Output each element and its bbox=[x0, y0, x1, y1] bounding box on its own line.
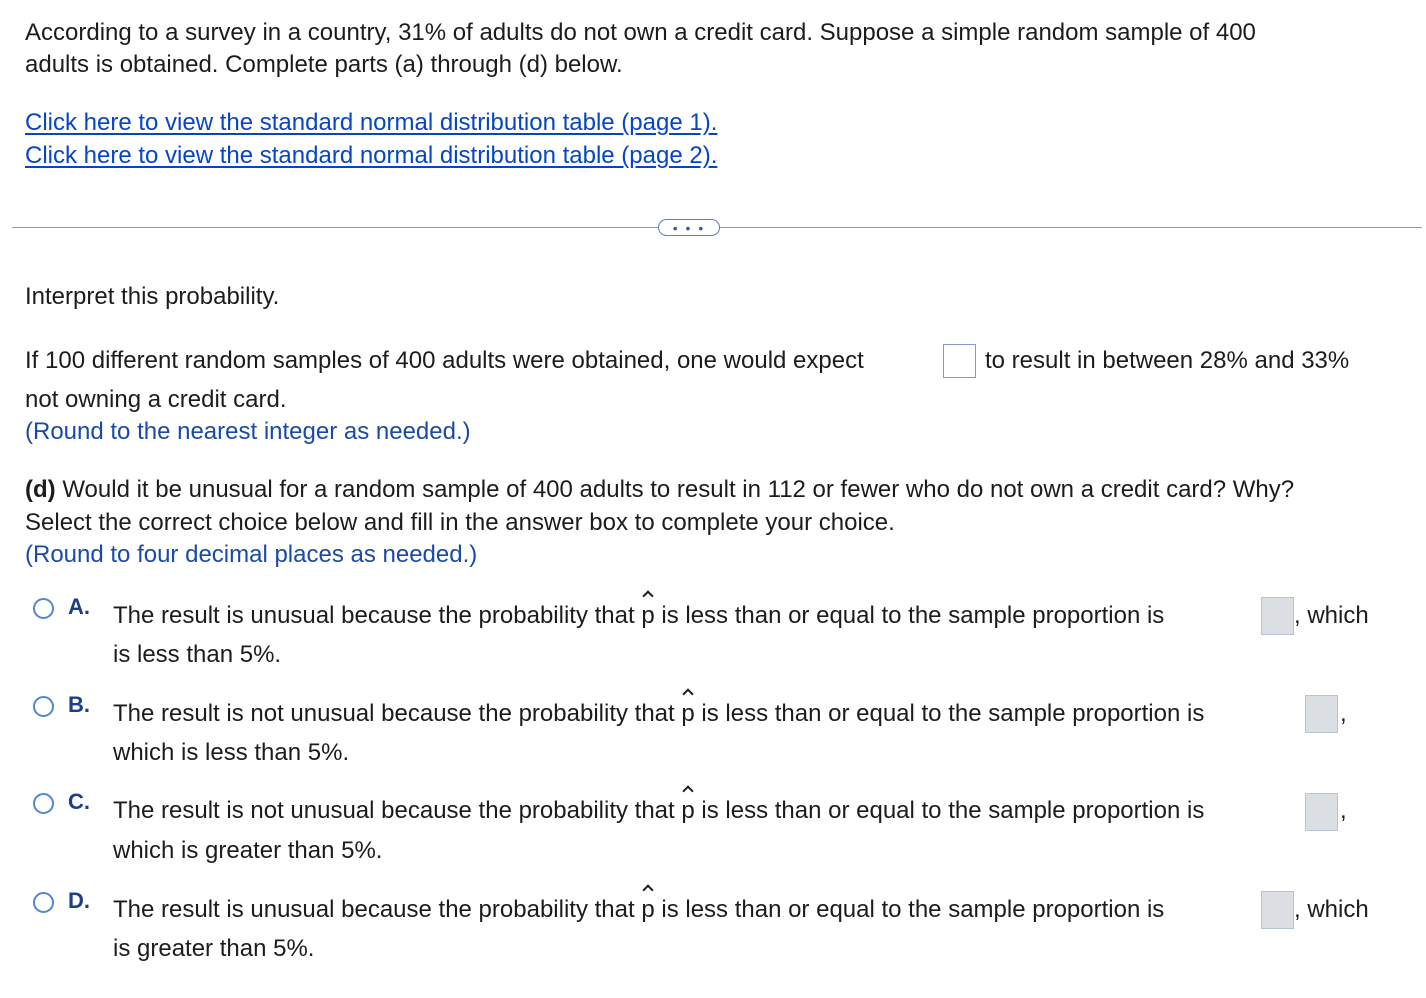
option-b-probability-input[interactable] bbox=[1305, 695, 1338, 733]
option-b-letter: B. bbox=[68, 692, 90, 717]
option-d-text bbox=[113, 894, 1164, 926]
p-hat-symbol: p bbox=[641, 600, 654, 632]
option-b-text bbox=[113, 698, 1204, 730]
option-d-text-end: is less than or equal to the sample proportion is bbox=[661, 896, 1165, 923]
option-c-text-end: is less than or equal to the sample proportion is bbox=[701, 797, 1205, 824]
option-b-text-end: is less than or equal to the sample proportion is bbox=[701, 700, 1205, 727]
option-a-text-end: is less than or equal to the sample proportion is bbox=[661, 602, 1165, 629]
part-d-label: (d) bbox=[25, 476, 56, 503]
option-d-probability-input[interactable] bbox=[1261, 891, 1294, 929]
option-d-letter: D. bbox=[68, 888, 90, 913]
option-c-line-2: which is greater than 5%. bbox=[113, 837, 383, 864]
option-d-line-2: is greater than 5%. bbox=[113, 935, 315, 962]
part-d-question-text: Would it be unusual for a random sample of 400 adults to result in 112 or fewer who do not own a credit card? Why? bbox=[62, 476, 1295, 503]
problem-intro-line-2: adults is obtained. Complete parts (a) through (d) below. bbox=[25, 51, 623, 78]
p-hat-symbol: p bbox=[641, 894, 654, 926]
part-d-question-line-1 bbox=[25, 474, 1294, 506]
interpret-round-note: (Round to the nearest integer as needed.) bbox=[25, 418, 471, 445]
option-a-text bbox=[113, 600, 1164, 632]
normal-table-page-2-link[interactable]: Click here to view the standard normal distribution table (page 2). bbox=[25, 142, 718, 169]
expected-count-input[interactable] bbox=[943, 344, 976, 378]
p-hat-symbol: p bbox=[681, 795, 694, 827]
option-a-letter: A. bbox=[68, 594, 90, 619]
option-b-trailing: , bbox=[1340, 700, 1347, 727]
option-c-probability-input[interactable] bbox=[1305, 793, 1338, 831]
part-d-round-note: (Round to four decimal places as needed.) bbox=[25, 541, 478, 568]
option-c-radio[interactable] bbox=[33, 793, 54, 814]
option-a-trailing: , which bbox=[1294, 602, 1369, 629]
option-c-trailing: , bbox=[1340, 797, 1347, 824]
option-d-text-start: The result is unusual because the probability that bbox=[113, 896, 635, 923]
option-c-text-start: The result is not unusual because the probability that bbox=[113, 797, 675, 824]
option-a-line-2: is less than 5%. bbox=[113, 641, 282, 668]
option-b-text-start: The result is not unusual because the probability that bbox=[113, 700, 675, 727]
option-c-letter: C. bbox=[68, 789, 90, 814]
option-a-probability-input[interactable] bbox=[1261, 597, 1294, 635]
option-d-trailing: , which bbox=[1294, 896, 1369, 923]
option-a-radio[interactable] bbox=[33, 598, 54, 619]
p-hat-symbol: p bbox=[681, 698, 694, 730]
interpret-sentence-end: to result in between 28% and 33% bbox=[985, 347, 1350, 374]
interpret-sentence-start: If 100 different random samples of 400 adults were obtained, one would expect bbox=[25, 347, 864, 374]
part-d-question-line-2: Select the correct choice below and fill in the answer box to complete your choice. bbox=[25, 509, 895, 536]
show-more-button[interactable]: • • • bbox=[658, 219, 720, 236]
interpret-heading: Interpret this probability. bbox=[25, 283, 280, 310]
option-a-text-start: The result is unusual because the probability that bbox=[113, 602, 635, 629]
option-b-line-2: which is less than 5%. bbox=[113, 739, 350, 766]
option-b-radio[interactable] bbox=[33, 696, 54, 717]
option-d-radio[interactable] bbox=[33, 892, 54, 913]
normal-table-page-1-link[interactable]: Click here to view the standard normal distribution table (page 1). bbox=[25, 109, 718, 136]
problem-intro-line-1: According to a survey in a country, 31% of adults do not own a credit card. Suppose a simple random sample of 400 bbox=[25, 19, 1256, 46]
interpret-sentence-line-2: not owning a credit card. bbox=[25, 386, 287, 413]
option-c-text bbox=[113, 795, 1204, 827]
